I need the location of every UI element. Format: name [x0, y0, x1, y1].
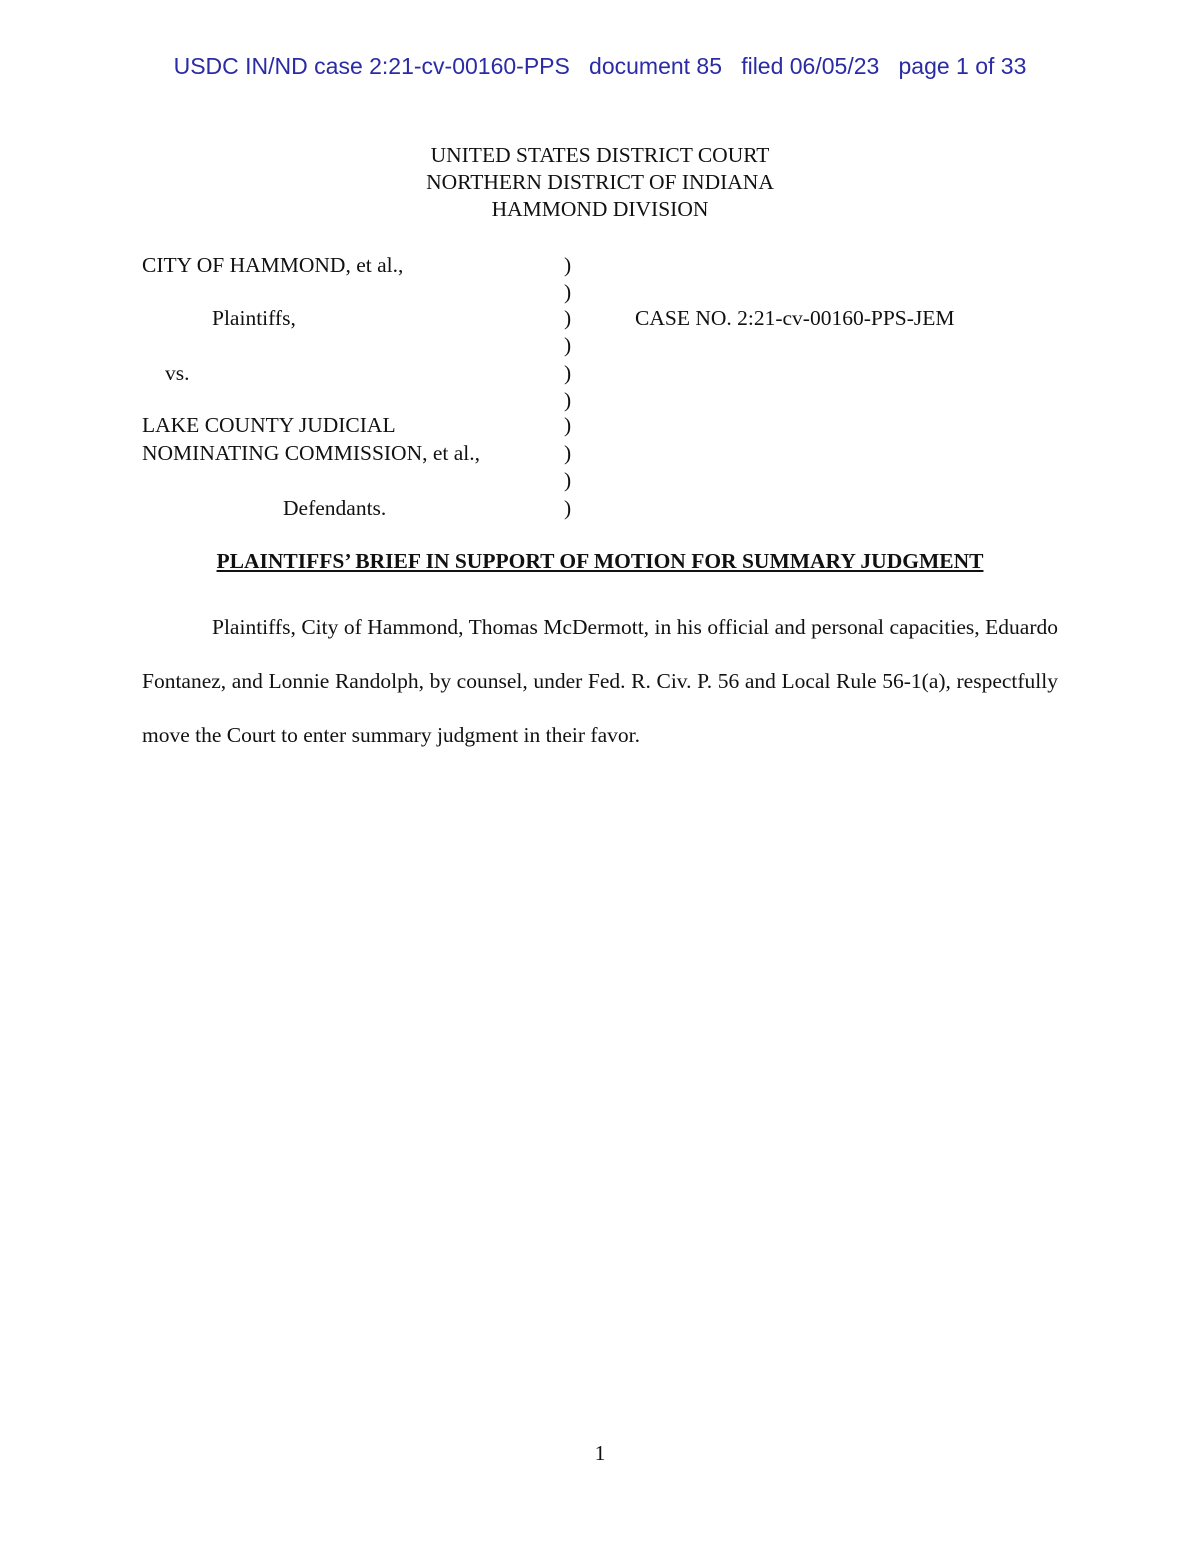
bracket: )	[564, 496, 572, 520]
body-paragraph: Plaintiffs, City of Hammond, Thomas McDermott, in his official and personal capacities, Eduardo Fontanez, and Lonnie Randolph, by counsel, under Fed. R. Civ. P. 56 and Local Rule 56-1(a), respectfully move the Court to enter summary judgment in their favor.	[142, 615, 1058, 747]
caption-plaintiff: CITY OF HAMMOND, et al.,	[142, 253, 404, 277]
bracket: )	[564, 306, 572, 330]
document-title: PLAINTIFFS’ BRIEF IN SUPPORT OF MOTION FOR SUMMARY JUDGMENT	[216, 549, 984, 573]
bracket: )	[564, 388, 572, 412]
bracket: )	[564, 468, 572, 492]
stamp-document: document 85	[589, 53, 723, 79]
stamp-case: USDC IN/ND case 2:21-cv-00160-PPS	[173, 53, 570, 79]
caption-versus: vs.	[165, 361, 190, 385]
caption-defendant-line1: LAKE COUNTY JUDICIAL	[142, 413, 396, 437]
bracket: )	[564, 441, 572, 465]
bracket: )	[564, 413, 572, 437]
court-division: HAMMOND DIVISION	[491, 197, 709, 221]
page-number: 1	[594, 1441, 606, 1465]
caption-defendant-role: Defendants.	[283, 496, 387, 520]
bracket: )	[564, 253, 572, 277]
bracket: )	[564, 280, 572, 304]
stamp-page: page 1 of 33	[898, 53, 1027, 79]
bracket: )	[564, 333, 572, 357]
case-number: CASE NO. 2:21-cv-00160-PPS-JEM	[635, 306, 955, 330]
court-name: UNITED STATES DISTRICT COURT	[430, 143, 770, 167]
stamp-filed: filed 06/05/23	[741, 53, 880, 79]
caption-plaintiff-role: Plaintiffs,	[212, 306, 296, 330]
ecf-header-stamp	[0, 51, 1200, 81]
bracket: )	[564, 361, 572, 385]
caption-defendant-line2: NOMINATING COMMISSION, et al.,	[142, 441, 481, 465]
court-district: NORTHERN DISTRICT OF INDIANA	[426, 170, 774, 194]
